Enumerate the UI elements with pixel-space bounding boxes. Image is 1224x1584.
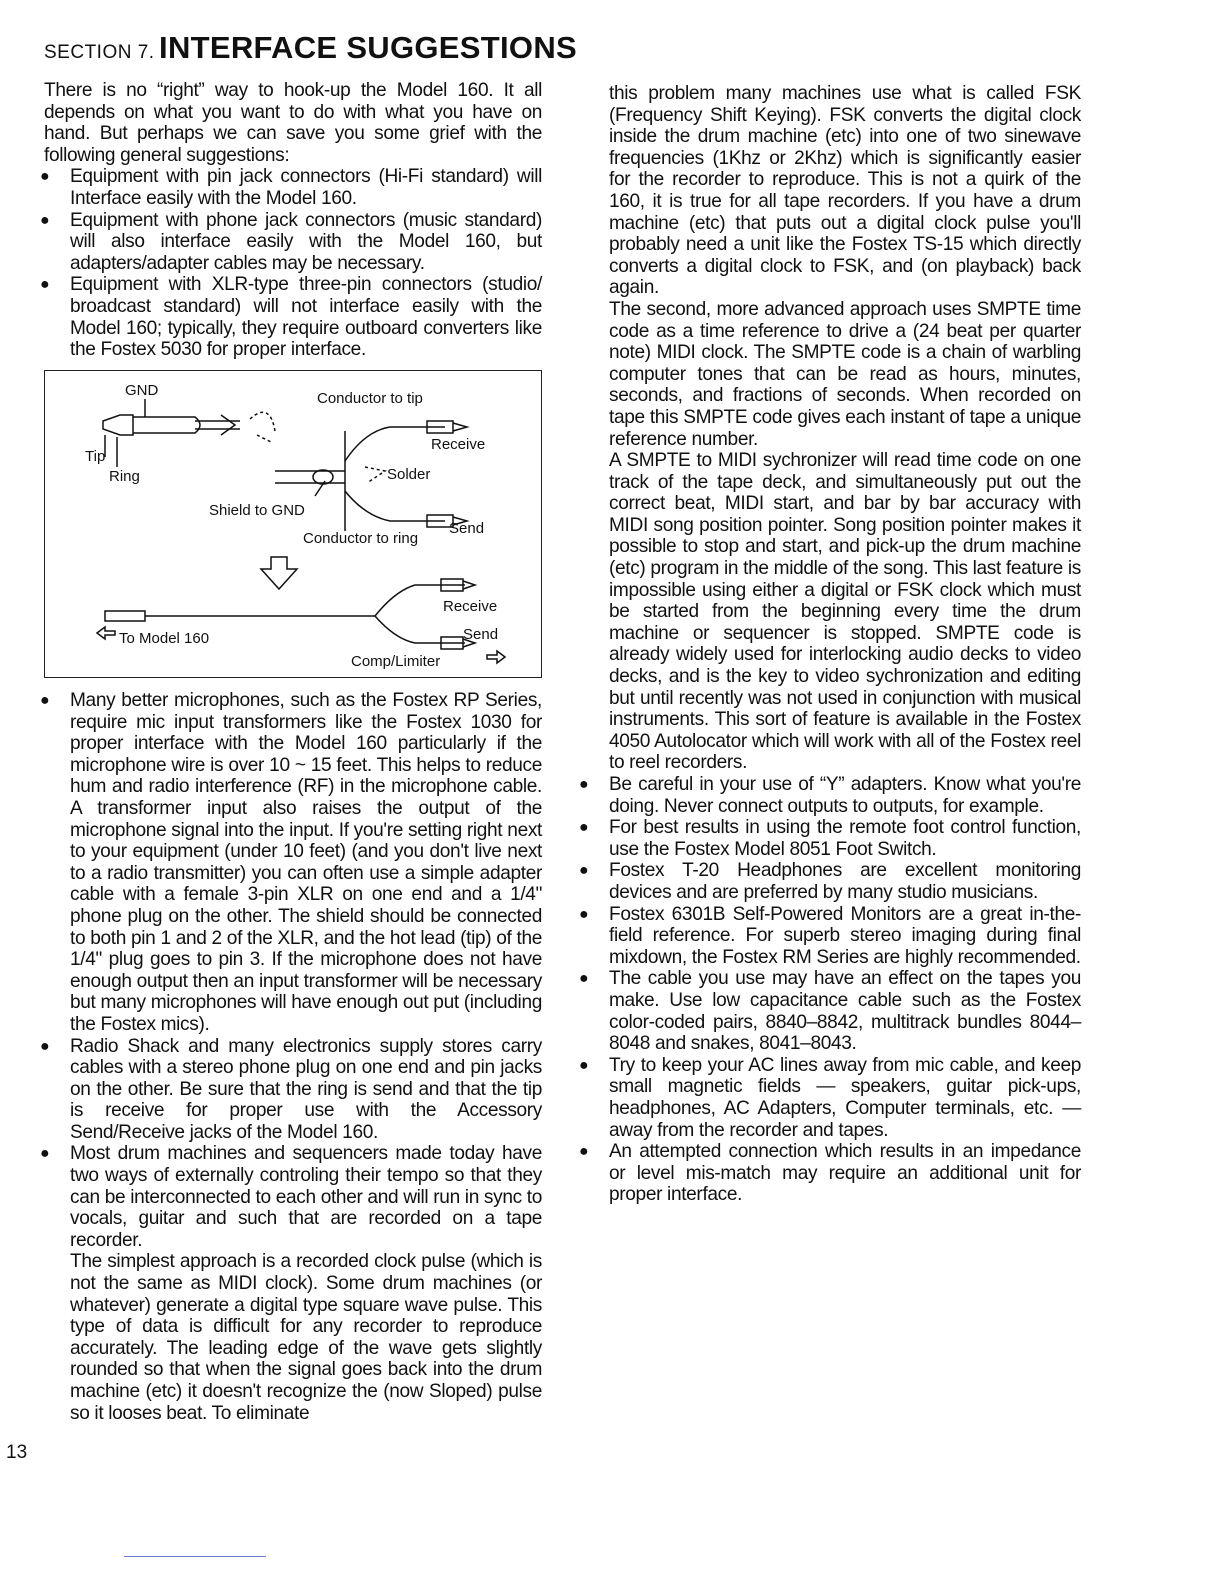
left-column-bottom [44, 690, 542, 1424]
label-receive-top: Receive [431, 436, 486, 453]
right-column [583, 83, 1081, 1206]
label-send-bottom: Send [463, 626, 499, 643]
list-item: ● Fostex 6301B Self-Powered Monitors are a great in-the-field reference. For superb stereo imaging during final mixdown, the Fostex RM Series are highly recommended. [583, 904, 1081, 969]
list-item: ● Fostex T-20 Headphones are excellent monitoring devices and are preferred by many studio musicians. [583, 860, 1081, 903]
list-item: ● Radio Shack and many electronics supply stores carry cables with a stereo phone plug on one end and pin jacks on the other. Be sure that the ring is send and that the tip is receive for proper use with the Accessory Send/Receive jacks of the Model 160. [44, 1036, 542, 1144]
list-item: ● Most drum machines and sequencers made today have two ways of externally controling their tempo so that they can be interconnected to each other and will run in sync to vocals, guitar and such that are recorded on a tape recorder. [44, 1143, 542, 1251]
list-item: ● For best results in using the remote foot control function, use the Fostex Model 8051 Foot Switch. [583, 817, 1081, 860]
label-send-top: Send [449, 520, 485, 537]
page-number: 13 [6, 1442, 28, 1463]
label-conductor-to-tip: Conductor to tip [317, 390, 423, 407]
list-item: ● The cable you use may have an effect on the tapes you make. Use low capacitance cable such as the Fostex color-coded pairs, 8840–8842, multitrack bundles 8044–8048 and snakes, 8041–8043. [583, 968, 1081, 1054]
list-item: ● An attempted connection which results in an impedance or level mis-match may require an additional unit for proper interface. [583, 1141, 1081, 1206]
intro-paragraph: There is no “right” way to hook-up the Model 160. It all depends on what you want to do with what you have on hand. But perhaps we can save you some grief with the following general suggestions: [44, 80, 542, 166]
list-item: ● Equipment with pin jack connectors (Hi-Fi standard) will Interface easily with the Model 160. [44, 166, 542, 209]
paragraph: this problem many machines use what is called FSK (Frequency Shift Keying). FSK converts the digital clock inside the drum machine (etc) into one of two sinewave frequencies (1Khz or 2Khz) which is significantly easier for the recorder to reproduce. This is not a quirk of the 160, it is true for all tape recorders. If you have a drum machine (etc) that puts out a digital clock pulse you'll probably need a unit like the Fostex TS-15 which directly converts a digital clock to FSK, and (on playback) back again. [609, 83, 1081, 299]
label-receive-bottom: Receive [443, 598, 498, 615]
diagram-drawing [45, 371, 543, 679]
list-item: ● Be careful in your use of “Y” adapters. Know what you're doing. Never connect outputs to outputs, for example. [583, 774, 1081, 817]
cable-wiring-diagram [44, 370, 542, 678]
label-gnd: GND [125, 382, 159, 399]
paragraph: A SMPTE to MIDI sychronizer will read time code on one track of the tape deck, and simultaneously put out the correct beat, MIDI start, and bar by bar accuracy with MIDI song position pointer. Song position pointer makes it possible to stop and start, and pick-up the drum machine (etc) program in the middle of the song. This last feature is impossible using either a digital or FSK clock which must be started from the beginning every time the drum machine or sequencer is stopped. SMPTE code is already widely used for interlocking audio decks to video decks, and is the key to video sychronization and editing but until recently was not used in conjunction with musical instruments. This sort of feature is available in the Fostex 4050 Autolocator which will work with all of the Fostex reel to reel recorders. [609, 450, 1081, 774]
section-heading [44, 30, 577, 66]
continuation-paragraph: The simplest approach is a recorded clock pulse (which is not the same as MIDI clock). Some drum machines (or whatever) generate a digital type square wave pulse. This type of data is difficult for any recorder to reproduce accurately. The leading edge of the wave gets slightly rounded so that when the signal goes back into the drum machine (etc) it doesn't recognize the (now Sloped) pulse so it looses beat. To eliminate [70, 1251, 542, 1424]
list-item: ● Equipment with XLR-type three-pin connectors (studio/ broadcast standard) will not interface easily with the Model 160; typically, they require outboard converters like the Fostex 5030 for proper interface. [44, 274, 542, 360]
left-column-top [44, 80, 542, 361]
list-item: ● Equipment with phone jack connectors (music standard) will also interface easily with the Model 160, but adapters/adapter cables may be necessary. [44, 210, 542, 275]
footer-rule [124, 1556, 266, 1557]
section-title: INTERFACE SUGGESTIONS [159, 30, 577, 65]
label-conductor-to-ring: Conductor to ring [303, 530, 419, 547]
list-item: ● Many better microphones, such as the Fostex RP Series, require mic input transformers like the Fostex 1030 for proper interface with the Model 160 particularly if the microphone wire is over 10 ~ 15 feet. This helps to reduce hum and radio interference (RF) in the microphone cable. A transformer input also raises the output of the microphone signal into the input. If you're setting right next to your equipment (under 10 feet) (and you don't live next to a radio transmitter) you can often use a simple adapter cable with a female 3-pin XLR on one end and a 1/4" phone plug on the other. The shield should be connected to both pin 1 and 2 of the XLR, and the hot lead (tip) of the 1/4" plug goes to pin 3. If the microphone does not have enough output then an input transformer will be necessary but many microphones will have enough out put (including the Fostex mics). [44, 690, 542, 1036]
label-solder: Solder [387, 466, 431, 483]
label-ring: Ring [109, 468, 140, 485]
label-to-model: To Model 160 [119, 630, 210, 647]
label-tip: Tip [85, 448, 106, 465]
paragraph: The second, more advanced approach uses SMPTE time code as a time reference to drive a (24 beat per quarter note) MIDI clock. The SMPTE code is a chain of warbling computer tones that can be read as hours, minutes, seconds, and fractions of seconds. When recorded on tape this SMPTE code gives each instant of tape a unique reference number. [609, 298, 1081, 450]
section-label: SECTION 7. [44, 42, 155, 63]
list-item: ● Try to keep your AC lines away from mic cable, and keep small magnetic fields — speakers, guitar pick-ups, headphones, AC Adapters, Computer terminals, etc. — away from the recorder and tapes. [583, 1055, 1081, 1141]
label-shield-to-gnd: Shield to GND [209, 502, 305, 519]
label-comp-limiter: Comp/Limiter [351, 653, 441, 670]
